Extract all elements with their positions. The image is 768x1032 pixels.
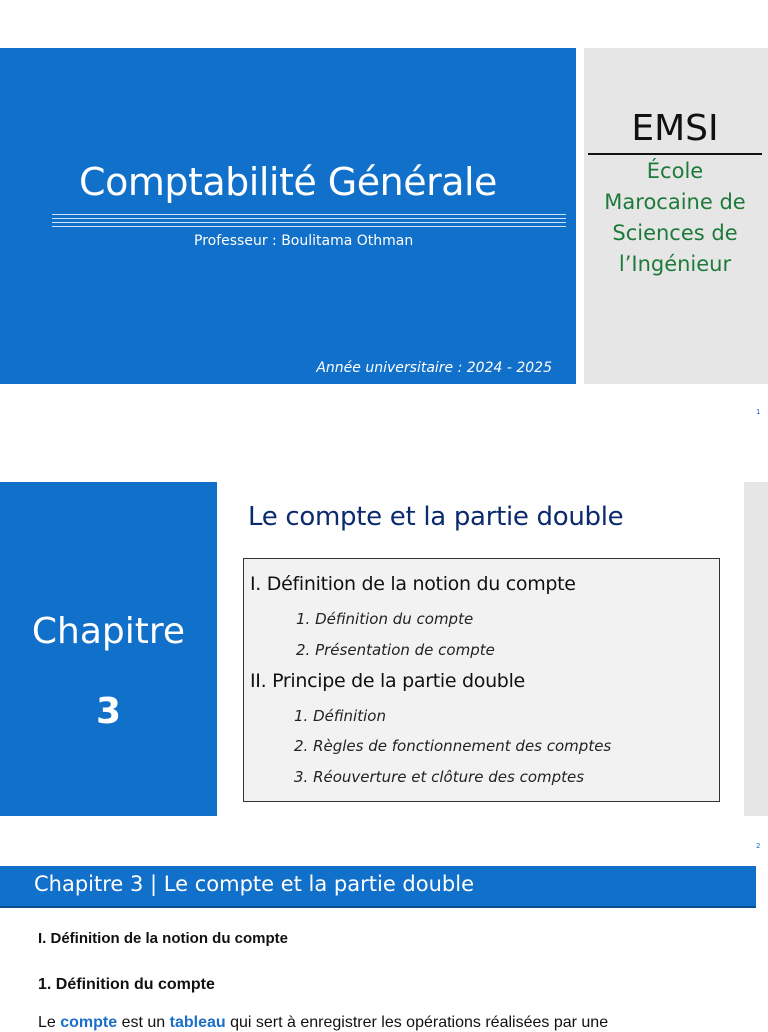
toc-item: 3. Réouverture et clôture des comptes (294, 768, 585, 786)
chapter-title: Le compte et la partie double (248, 502, 624, 532)
page-number: 2 (756, 842, 761, 850)
paragraph-text: est un (117, 1014, 170, 1031)
paragraph-text: qui sert à enregistrer les opérations réalisées par une (225, 1014, 609, 1031)
toc-section-heading: II. Principe de la partie double (250, 670, 525, 692)
toc-item: 1. Définition (294, 707, 386, 725)
toc-section-heading: I. Définition de la notion du compte (250, 573, 576, 595)
paragraph-text: Le (38, 1014, 61, 1031)
chapter-word: Chapitre (31, 611, 186, 652)
definition-paragraph (38, 1014, 758, 1032)
side-panel (744, 482, 768, 816)
school-name-line: Marocaine de (604, 190, 746, 214)
logo-divider (588, 153, 762, 155)
toc-item: 2. Règles de fonctionnement des comptes (294, 737, 612, 755)
academic-year: Année universitaire : 2024 - 2025 (316, 360, 552, 376)
keyword-compte: compte (60, 1014, 118, 1031)
chapter-number: 3 (95, 691, 122, 732)
section-heading: I. Définition de la notion du compte (38, 930, 288, 947)
page-number: 1 (756, 408, 761, 416)
subsection-heading: 1. Définition du compte (38, 976, 215, 993)
school-name (588, 156, 762, 280)
school-name-line: l’Ingénieur (618, 252, 732, 276)
decorative-lines (52, 214, 566, 230)
keyword-tableau: tableau (169, 1014, 226, 1031)
emsi-logo: EMSI (631, 108, 719, 149)
slide-header-title: Chapitre 3 | Le compte et la partie double (34, 872, 475, 896)
toc-item: 1. Définition du compte (296, 610, 474, 628)
school-name-line: École (646, 159, 704, 183)
school-name-line: Sciences de (612, 221, 738, 245)
professor-name: Professeur : Boulitama Othman (194, 233, 414, 249)
chapter-label (0, 592, 217, 752)
table-of-contents (243, 558, 720, 802)
course-title: Comptabilité Générale (79, 160, 497, 204)
toc-item: 2. Présentation de compte (296, 641, 495, 659)
